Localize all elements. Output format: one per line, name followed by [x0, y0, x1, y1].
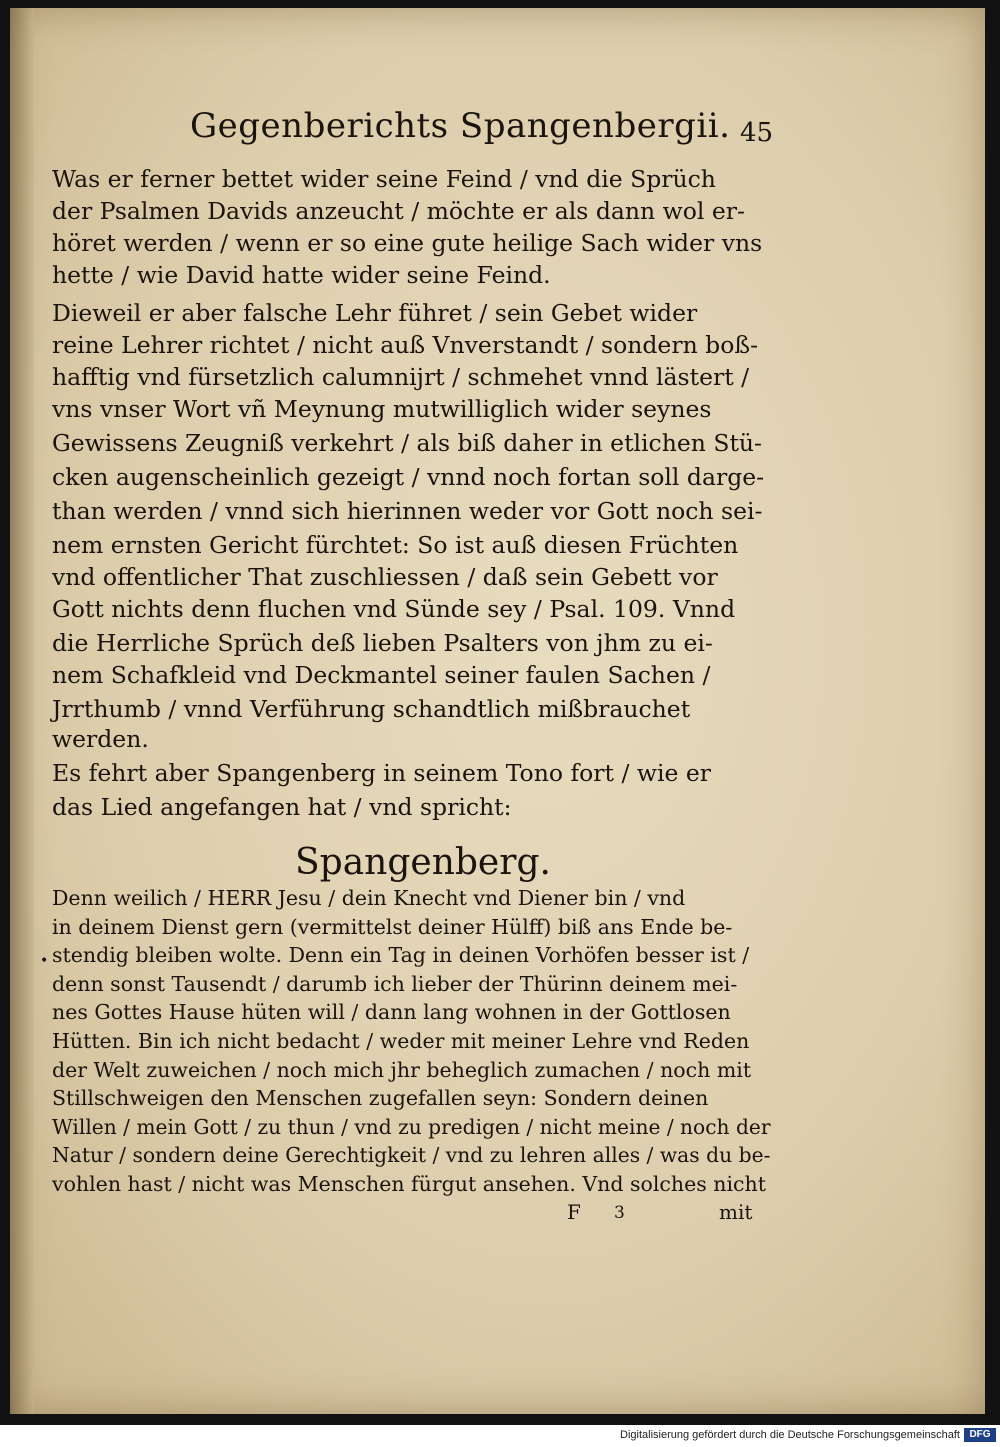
text-line: die Herrliche Sprüch deß lieben Psalters von jhm zu ei-: [52, 629, 713, 657]
text-line: vns vnser Wort vñ Meynung mutwilliglich wider seynes: [52, 395, 712, 423]
quote-line: in deinem Dienst gern (vermittelst deiner Hülff) biß ans Ende be-: [52, 914, 733, 939]
running-header: Gegenberichts Spangenbergii.: [190, 106, 731, 146]
text-line: Dieweil er aber falsche Lehr führet / sein Gebet wider: [52, 299, 698, 327]
text-line: werden.: [52, 725, 149, 753]
quote-line: der Welt zuweichen / noch mich jhr beheglich zumachen / noch mit: [52, 1057, 752, 1082]
text-line: Jrrthumb / vnnd Verführung schandtlich mißbrauchet: [52, 695, 691, 723]
quote-line: denn sonst Tausendt / darumb ich lieber der Thürinn deinem mei-: [52, 971, 738, 996]
dfg-logo-icon: DFG: [964, 1428, 996, 1442]
text-line: reine Lehrer richtet / nicht auß Vnverstandt / sondern boß-: [52, 331, 759, 359]
margin-mark: •: [40, 953, 49, 969]
quote-line: Willen / mein Gott / zu thun / vnd zu predigen / nicht meine / noch der: [52, 1114, 771, 1139]
signature-number: 3: [614, 1203, 625, 1223]
text-line: hette / wie David hatte wider seine Feind.: [52, 261, 551, 289]
quote-line: Denn weilich / HERR Jesu / dein Knecht vnd Diener bin / vnd: [52, 886, 686, 910]
text-line: cken augenscheinlich gezeigt / vnnd noch fortan soll darge-: [52, 463, 765, 491]
quote-line: nes Gottes Hause hüten will / dann lang wohnen in der Gottlosen: [52, 1000, 731, 1025]
text-line: der Psalmen Davids anzeucht / möchte er als dann wol er-: [52, 197, 745, 225]
quote-line: Natur / sondern deine Gerechtigkeit / vnd zu lehren alles / was du be-: [52, 1143, 771, 1168]
text-line: nem Schafkleid vnd Deckmantel seiner faulen Sachen /: [52, 661, 711, 689]
text-line: Gott nichts denn fluchen vnd Sünde sey / Psal. 109. Vnnd: [52, 595, 736, 623]
quote-line: Stillschweigen den Menschen zugefallen seyn: Sondern deinen: [52, 1086, 709, 1111]
text-line: hafftig vnd fürsetzlich calumnijrt / schmehet vnnd lästert /: [52, 363, 750, 391]
digitization-credit: Digitalisierung gefördert durch die Deutsche Forschungsgemeinschaft: [620, 1429, 960, 1441]
catchword: mit: [719, 1200, 753, 1224]
text-line: Was er ferner bettet wider seine Feind / vnd die Sprüch: [52, 165, 716, 193]
text-line: nem ernsten Gericht fürchtet: So ist auß diesen Früchten: [52, 531, 739, 559]
text-line: vnd offentlicher That zuschliessen / daß sein Gebett vor: [52, 563, 718, 591]
page-number: 45: [740, 118, 774, 148]
quote-line: stendig bleiben wolte. Denn ein Tag in deinen Vorhöfen besser ist /: [52, 943, 750, 968]
text-line: höret werden / wenn er so eine gute heilige Sach wider vns: [52, 229, 763, 257]
text-line: Gewissens Zeugniß verkehrt / als biß daher in etlichen Stü-: [52, 429, 762, 457]
book-spine-shadow: [10, 8, 34, 1414]
section-title: Spangenberg.: [295, 842, 551, 883]
signature-mark: F: [567, 1200, 581, 1224]
text-line: Es fehrt aber Spangenberg in seinem Tono fort / wie er: [52, 759, 711, 787]
text-line: than werden / vnnd sich hierinnen weder vor Gott noch sei-: [52, 497, 763, 525]
text-line: das Lied angefangen hat / vnd spricht:: [52, 793, 512, 821]
quote-line: vohlen hast / nicht was Menschen fürgut ansehen. Vnd solches nicht: [52, 1172, 766, 1196]
quote-line: Hütten. Bin ich nicht bedacht / weder mit meiner Lehre vnd Reden: [52, 1029, 750, 1053]
